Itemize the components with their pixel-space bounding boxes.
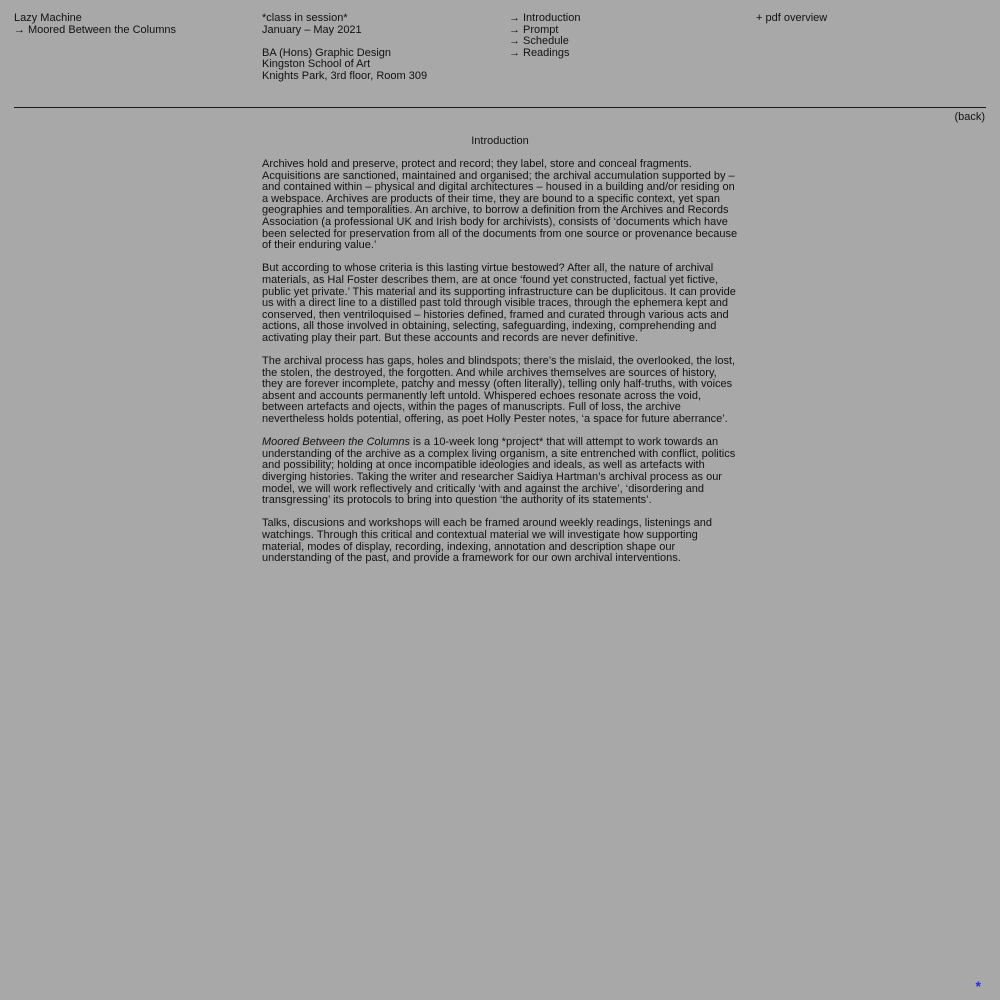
nav-item-label: Schedule <box>523 35 569 48</box>
course-dates: January – May 2021 <box>262 23 362 36</box>
nav-item-label: Introduction <box>523 12 581 24</box>
pdf-column <box>756 13 986 25</box>
programme-name: BA (Hons) Graphic Design <box>262 46 391 59</box>
course-link[interactable] <box>14 25 244 37</box>
course-info <box>262 13 492 83</box>
arrow-right-icon: → <box>509 35 520 48</box>
arrow-right-icon: → <box>509 23 520 36</box>
header-divider <box>14 107 986 108</box>
back-link[interactable]: (back) <box>954 111 985 123</box>
project-description: is a 10-week long *project* that will attempt to work towards an understanding of the archive as a complex living organism, a site entrenched with conflict, politics and possibility; holding at once incompatible ideologies and ideals, as well as artefacts with diverging histories. Taking the writer and researcher Saidiya Hartman’s archival process as our model, we will work reflectively and critically ‘with and against the archive’, ‘disordering and transgressing’ its protocols to bring into question ‘the authority of its statements’. <box>262 436 736 507</box>
nav-item-label: Readings <box>523 46 570 59</box>
arrow-right-icon: → <box>14 23 25 36</box>
room-location: Knights Park, 3rd floor, Room 309 <box>262 69 428 82</box>
project-title: Moored Between the Columns <box>262 436 410 449</box>
school-name: Kingston School of Art <box>262 58 371 71</box>
session-status: *class in session* <box>262 12 348 24</box>
article-paragraph: Talks, discusions and workshops will each be framed around weekly readings, listenings and watchings. Through this critical and contextual material we will investigate how supporting material, modes of display, recording, indexing, annotation and description shape our understanding of the past, and provide a framework for our own archival interventions. <box>262 517 713 565</box>
section-title: Introduction <box>471 135 529 147</box>
article-paragraph <box>262 437 738 507</box>
article-paragraph: Archives hold and preserve, protect and record; they label, store and conceal fragments. Acquisitions are sanctioned, maintained and organised; the archival accumulation supported by – and contained within – physical and digital architectures – housed in a building and/or residing on a webspace. Archives are products of their time, they are bound to a specific context, yet span geographies and temporalities. An archive, to borrow a definition from the Archives and Records Association (a professional UK and Irish body for archivists), consists of ‘documents which have been selected for preservation from all of the documents from one source or provenance because of their enduring value.’ <box>262 158 738 252</box>
arrow-right-icon: → <box>509 12 520 24</box>
pdf-overview-link[interactable]: + pdf overview <box>756 12 828 24</box>
nav-item-label: Prompt <box>523 23 559 36</box>
article-paragraph: The archival process has gaps, holes and blindspots; there’s the mislaid, the overlooked, the lost, the stolen, the destroyed, the forgotten. And while archives themselves are sources of history, they are forever incomplete, patchy and messy (often literally), telling only half-truths, with voices absent and accounts permanently left untold. Whispered echoes resonate across the void, between artefacts and ojects, within the pages of manuscripts. Full of loss, the archive nevertheless holds potential, offering, as poet Holly Pester notes, ‘a space for future aberrance’. <box>262 355 736 426</box>
arrow-right-icon: → <box>509 46 520 59</box>
site-header <box>14 13 244 36</box>
section-nav <box>509 13 739 59</box>
course-link-label: Moored Between the Columns <box>28 23 176 36</box>
article-paragraph: But according to whose criteria is this lasting virtue bestowed? After all, the nature of archival materials, as Hal Foster describes them, are at once ‘found yet constructed, factual yet fictive, public yet private.’ This material and its supporting infrastructure can be duplicitous. It can provide us with a direct line to a distilled past told through visible traces, through the ephemera kept and conserved, then ventriloquised – histories defined, framed and curated through various acts and actions, all those involved in obtaining, selecting, safeguarding, indexing, comprehending and activating play their part. But these accounts and records are never definitive. <box>262 262 736 344</box>
nav-item-readings[interactable] <box>509 48 739 60</box>
asterisk-icon[interactable]: * <box>975 978 981 994</box>
introduction-article <box>262 159 738 576</box>
site-title-link[interactable]: Lazy Machine <box>14 12 82 24</box>
